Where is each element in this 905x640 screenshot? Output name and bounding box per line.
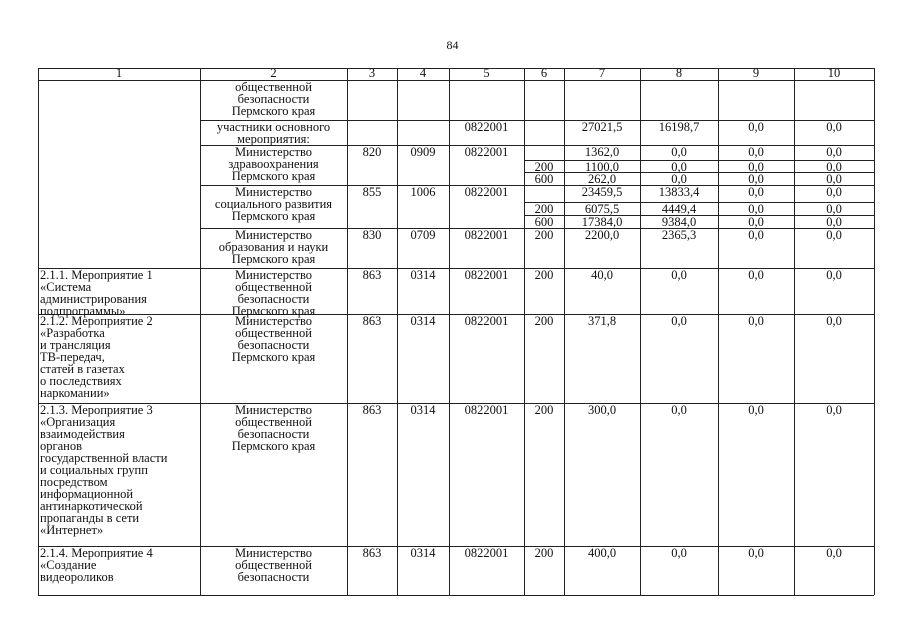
row-1-responsible: общественной безопасности Пермского края (231, 80, 316, 118)
row-5-code-3: 830 (362, 228, 382, 242)
row-4-sub-1-col-10: 0,0 (826, 185, 842, 199)
row-2-amount-8: 16198,7 (658, 120, 700, 134)
row-5-amount-7: 2200,0 (584, 228, 620, 242)
row-4-sub-2-col-10: 0,0 (826, 202, 842, 216)
column-rule-2 (200, 68, 201, 595)
row-8-amount-8: 0,0 (671, 403, 687, 417)
column-rule-7 (564, 68, 565, 595)
header-col-4: 4 (419, 66, 427, 80)
row-7-code-5: 0822001 (464, 314, 509, 328)
row-9-code-6: 200 (534, 546, 554, 560)
row-4-sub-2-col-9: 0,0 (748, 202, 764, 216)
row-8-code-3: 863 (362, 403, 382, 417)
row-5-amount-9: 0,0 (748, 228, 764, 242)
row-3-code-4: 0909 (410, 145, 436, 159)
row-3-sub-1-col-10: 0,0 (826, 145, 842, 159)
row-5-amount-8: 2365,3 (661, 228, 697, 242)
header-col-9: 9 (752, 66, 760, 80)
row-5-responsible: Министерство образования и науки Пермского края (218, 228, 329, 266)
row-3-sub-1-col-7: 1362,0 (584, 145, 620, 159)
row-2-code-5: 0822001 (464, 120, 509, 134)
column-rule-9 (718, 68, 719, 595)
row-9-amount-7: 400,0 (587, 546, 617, 560)
row-6-amount-9: 0,0 (748, 268, 764, 282)
column-rule-8 (640, 68, 641, 595)
row-9-code-3: 863 (362, 546, 382, 560)
header-col-5: 5 (483, 66, 490, 80)
row-7-code-3: 863 (362, 314, 382, 328)
row-4-code-3: 855 (362, 185, 382, 199)
row-6-amount-10: 0,0 (826, 268, 842, 282)
row-2-amount-7: 27021,5 (581, 120, 623, 134)
row-3-sub-1-col-9: 0,0 (748, 145, 764, 159)
row-5-code-4: 0709 (410, 228, 436, 242)
row-4-sub-2-col-7: 6075,5 (584, 202, 620, 216)
row-7-amount-7: 371,8 (587, 314, 617, 328)
row-4-code-4: 1006 (410, 185, 436, 199)
row-3-sub-2-col-9: 0,0 (748, 160, 764, 174)
row-6-amount-8: 0,0 (671, 268, 687, 282)
column-rule-5 (449, 68, 450, 595)
row-4-sub-1-col-7: 23459,5 (581, 185, 623, 199)
row-6-amount-7: 40,0 (591, 268, 613, 282)
row-2-amount-9: 0,0 (748, 120, 764, 134)
row-3-sub-3-col-8: 0,0 (671, 172, 687, 186)
header-col-6: 6 (540, 66, 548, 80)
row-5-code-5: 0822001 (464, 228, 509, 242)
column-rule-3 (347, 68, 348, 595)
row-7-amount-9: 0,0 (748, 314, 764, 328)
row-7-code-6: 200 (534, 314, 554, 328)
header-col-10: 10 (827, 66, 841, 80)
row-7-code-4: 0314 (410, 314, 436, 328)
row-6-code-6: 200 (534, 268, 554, 282)
row-6-activity: 2.1.1. Мероприятие 1 «Система администрирования подпрограммы» (40, 268, 153, 318)
row-3-sub-3-col-10: 0,0 (826, 172, 842, 186)
column-rule-1 (38, 68, 39, 595)
row-6-code-3: 863 (362, 268, 382, 282)
row-7-amount-10: 0,0 (826, 314, 842, 328)
row-8-activity: 2.1.3. Мероприятие 3 «Организация взаимодействия органов государственной власти и социальных групп посредством информационной антинаркотической пропаганды в сети «Интернет» (40, 403, 168, 537)
row-5-code-6: 200 (534, 228, 554, 242)
header-col-7: 7 (598, 66, 606, 80)
header-bottom-rule (38, 80, 874, 81)
row-4-responsible: Министерство социального развития Пермского края (214, 185, 333, 223)
column-rule-11 (874, 68, 875, 595)
row-2-amount-10: 0,0 (826, 120, 842, 134)
header-col-3: 3 (368, 66, 376, 80)
row-9-activity: 2.1.4. Мероприятие 4 «Создание видеороликов (40, 546, 153, 584)
row-3-sub-3-col-6: 600 (534, 172, 554, 186)
row-9-amount-9: 0,0 (748, 546, 764, 560)
row-9-code-5: 0822001 (464, 546, 509, 560)
column-rule-4 (397, 68, 398, 595)
row-8-code-4: 0314 (410, 403, 436, 417)
row-9-code-4: 0314 (410, 546, 436, 560)
row-4-code-5: 0822001 (464, 185, 509, 199)
column-rule-10 (794, 68, 795, 595)
page-number: 84 (446, 38, 459, 52)
row-4-sub-3-col-8: 9384,0 (661, 215, 697, 229)
row-2-responsible: участники основного мероприятия: (216, 120, 331, 146)
column-rule-6 (524, 68, 525, 595)
row-8-amount-10: 0,0 (826, 403, 842, 417)
row-4-sub-3-col-9: 0,0 (748, 215, 764, 229)
row-3-sub-2-col-6: 200 (534, 160, 554, 174)
row-9-amount-8: 0,0 (671, 546, 687, 560)
header-col-1: 1 (115, 66, 123, 80)
row-7-responsible: Министерство общественной безопасности Пермского края (231, 314, 316, 364)
row-4-sub-2-col-8: 4449,4 (661, 202, 697, 216)
row-8-code-5: 0822001 (464, 403, 509, 417)
row-8-responsible: Министерство общественной безопасности Пермского края (231, 403, 316, 453)
row-4-sub-3-col-10: 0,0 (826, 215, 842, 229)
row-4-sub-2-col-6: 200 (534, 202, 554, 216)
row-6-code-4: 0314 (410, 268, 436, 282)
row-7-amount-8: 0,0 (671, 314, 687, 328)
row-3-responsible: Министерство здравоохранения Пермского края (228, 145, 319, 183)
row-7-activity: 2.1.2. Мероприятие 2 «Разработка и трансляция ТВ-передач, статей в газетах о последствиях наркомании» (40, 314, 153, 400)
row-3-sub-1-col-8: 0,0 (671, 145, 687, 159)
table-bottom-rule (38, 595, 874, 596)
row-8-code-6: 200 (534, 403, 554, 417)
row-8-amount-9: 0,0 (748, 403, 764, 417)
row-4-sub-3-col-6: 600 (534, 215, 554, 229)
row-3-sub-2-col-8: 0,0 (671, 160, 687, 174)
row-6-responsible: Министерство общественной безопасности Пермского края (231, 268, 316, 318)
row-8-amount-7: 300,0 (587, 403, 617, 417)
row-9-amount-10: 0,0 (826, 546, 842, 560)
row-6-code-5: 0822001 (464, 268, 509, 282)
row-4-sub-1-col-9: 0,0 (748, 185, 764, 199)
header-col-8: 8 (675, 66, 683, 80)
row-3-code-5: 0822001 (464, 145, 509, 159)
row-9-responsible: Министерство общественной безопасности (234, 546, 313, 584)
row-4-sub-1-col-8: 13833,4 (658, 185, 700, 199)
row-3-code-3: 820 (362, 145, 382, 159)
row-5-amount-10: 0,0 (826, 228, 842, 242)
row-3-sub-3-col-9: 0,0 (748, 172, 764, 186)
header-col-2: 2 (270, 66, 277, 80)
row-3-sub-2-col-10: 0,0 (826, 160, 842, 174)
row-3-sub-3-col-7: 262,0 (587, 172, 617, 186)
row-3-sub-2-col-7: 1100,0 (585, 160, 619, 174)
row-4-sub-3-col-7: 17384,0 (581, 215, 623, 229)
